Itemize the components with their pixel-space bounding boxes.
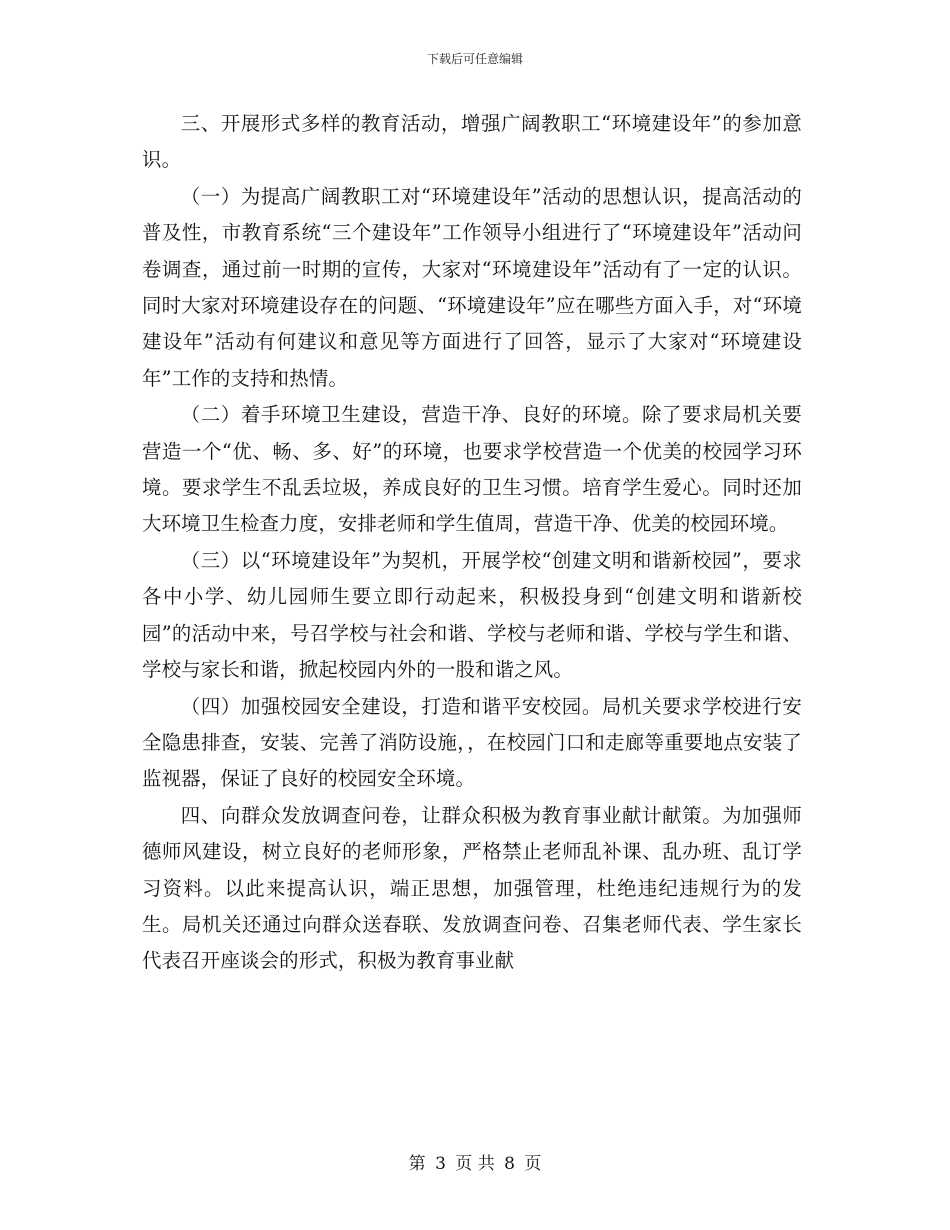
paragraph-item-four: （四）加强校园安全建设，打造和谐平安校园。局机关要求学校进行安全隐患排查，安装、完善了消防设施，，在校园门口和走廊等重要地点安装了监视器，保证了良好的校园安全环境。: [142, 694, 802, 791]
footer-current-page: 3: [435, 1154, 446, 1174]
footer-suffix: 页: [524, 1154, 542, 1174]
paragraph-section-four: 四、向群众发放调查问卷，让群众积极为教育事业献计献策。为加强师德师风建设，树立良好的老师形象，严格禁止老师乱补课、乱办班、乱订学习资料。以此来提高认识，端正思想，加强管理，杜绝违纪违规行为的发生。局机关还通过向群众送春联、发放调查问卷、召集老师代表、学生家长代表召开座谈会的形式，积极为教育事业献: [142, 803, 802, 973]
page-footer: [0, 1152, 950, 1176]
page-header-note: 下载后可任意编辑: [426, 52, 523, 66]
document-body: [142, 106, 802, 980]
paragraph-item-one: （一）为提高广阔教职工对“环境建设年”活动的思想认识，提高活动的普及性，市教育系统“三个建设年”工作领导小组进行了“环境建设年”活动问卷调查，通过前一时期的宣传，大家对“环境建设年”活动有了一定的认识。同时大家对环境建设存在的问题、“环境建设年”应在哪些方面入手，对“环境建设年”活动有何建议和意见等方面进行了回答，显示了大家对“环境建设年”工作的支持和热情。: [142, 184, 802, 390]
footer-middle: 页 共: [455, 1154, 495, 1174]
footer-total-pages: 8: [504, 1154, 515, 1174]
paragraph-section-three: 三、开展形式多样的教育活动，增强广阔教职工“环境建设年”的参加意识。: [142, 112, 802, 172]
paragraph-item-two: （二）着手环境卫生建设，营造干净、良好的环境。除了要求局机关要营造一个“优、畅、多、好”的环境，也要求学校营造一个优美的校园学习环境。要求学生不乱丢垃圾，养成良好的卫生习惯。培育学生爱心。同时还加大环境卫生检查力度，安排老师和学生值周，营造干净、优美的校园环境。: [142, 403, 802, 536]
paragraph-item-three: （三）以“环境建设年”为契机，开展学校“创建文明和谐新校园”，要求各中小学、幼儿园师生要立即行动起来，积极投身到“创建文明和谐新校园”的活动中来，号召学校与社会和谐、学校与老师和谐、学校与学生和谐、学校与家长和谐，掀起校园内外的一股和谐之风。: [142, 548, 802, 682]
footer-prefix: 第: [408, 1154, 426, 1174]
